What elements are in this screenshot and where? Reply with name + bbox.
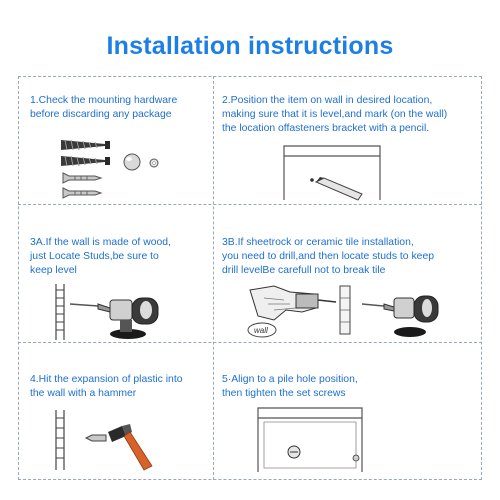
drill-into-wood-illustration: [48, 282, 168, 342]
wood-wall-icon: [56, 410, 64, 470]
wall-anchor-icon: [86, 435, 106, 441]
marking-with-pencil-illustration: [280, 142, 390, 202]
step-2-line-2: making sure that it is level,and mark (on the wall): [222, 109, 448, 120]
step-3a-line-3: keep level: [30, 265, 77, 276]
hammer-icon: [108, 424, 152, 470]
step-4-line-2: the wall with a hammer: [30, 388, 137, 399]
step-2-line-1: 2.Position the item on wall in desired location,: [222, 95, 433, 106]
page-title: Installation instructions: [106, 32, 394, 60]
step-2-line-3: the location offasteners bracket with a pencil.: [222, 123, 430, 134]
step-3b-line-2: you need to drill,and then locate studs to keep: [222, 251, 434, 262]
step-1-line-2: before discarding any package: [30, 109, 172, 120]
set-screw-icon: [288, 446, 300, 458]
step-1-line-1: 1.Check the mounting hardware: [30, 95, 178, 106]
tile-wall-icon: [340, 286, 350, 334]
step-2-text: [222, 94, 447, 136]
step-3a-text: [30, 236, 171, 278]
tighten-set-screws-illustration: [252, 402, 382, 476]
step-3b-text: [222, 236, 434, 278]
step-4-text: [30, 373, 183, 401]
step-5-line-2: then tighten the set screws: [222, 388, 346, 399]
pencil-icon: [316, 177, 362, 200]
set-screw-icon: [353, 455, 359, 461]
step-5-line-1: 5·Align to a pile hole position,: [222, 374, 358, 385]
hand-drill-icon: [250, 286, 336, 320]
step-3b-line-1: 3B.If sheetrock or ceramic tile installation,: [222, 237, 414, 248]
drill-icon: [362, 296, 438, 337]
screw-icon: [61, 156, 110, 166]
screw-icon: [61, 140, 110, 150]
step-5-text: [222, 373, 358, 401]
drill-icon: [70, 298, 158, 339]
wall-label: wall: [254, 326, 268, 335]
step-3a-line-2: just Locate Studs,be sure to: [30, 251, 159, 262]
row-divider-1: [18, 204, 482, 205]
wall-anchor-icon: [63, 188, 101, 198]
mounting-hardware-illustration: [55, 130, 180, 202]
wood-wall-icon: [56, 284, 64, 340]
step-1-text: [30, 94, 177, 122]
drill-into-sheetrock-illustration: [244, 280, 444, 340]
step-3b-line-3: drill levelBe carefull not to break tile: [222, 265, 386, 276]
washer-icon: [150, 159, 158, 167]
step-3a-line-1: 3A.If the wall is made of wood,: [30, 237, 171, 248]
wall-anchor-icon: [63, 173, 101, 183]
cap-nut-icon: [124, 154, 140, 170]
hammer-anchor-illustration: [48, 408, 168, 474]
row-divider-2: [18, 342, 482, 343]
step-4-line-1: 4.Hit the expansion of plastic into: [30, 374, 183, 385]
column-divider: [213, 76, 214, 480]
